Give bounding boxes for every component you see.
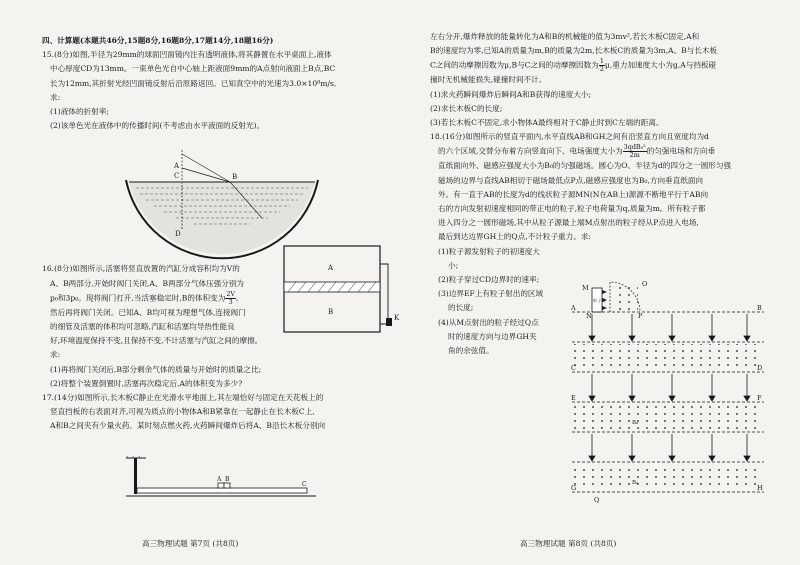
fig18-label-h: H bbox=[757, 484, 763, 492]
fig16-label-b: B bbox=[328, 308, 334, 316]
fig16-label-k: K bbox=[394, 314, 400, 322]
fig15-label-d: D bbox=[175, 230, 181, 238]
fig18-label-b: B bbox=[757, 304, 762, 312]
fig18-label-f: F bbox=[757, 394, 762, 402]
fig18-label-q: Q bbox=[594, 496, 600, 504]
fig17-label-c: C bbox=[302, 481, 307, 488]
figure-17-plank bbox=[126, 456, 316, 504]
fig18-label-g: G bbox=[571, 484, 577, 492]
fig18-label-d: D bbox=[757, 364, 763, 372]
problem-18: 18.(16分)如图所示的竖直平面内,水平直线AB和GH之间有沿竖直方向且宽度均为d 的六个区域,交替分布着方向竖直向下、电场强度大小为 $\frac{\text{3qdB₀²}}{2m}$ 的匀强电场和方向垂 直纸面向外、磁感应强度大小为B₀的匀强磁场。圆心为O、半径为d的四分之一圆形匀强 磁场的边界与直线AB相切于磁场最低点P点,磁感应强度也为B₀,方向垂直纸面向 外。有一直于AB的长度为d的线状粒子源MN(N在AB上)源源不断地平行于AB向 右的方向发射初速度相同的带正电的粒子,粒子电荷量为q,质量为m。所有粒子都 进入四分之一圆形磁场,其中从粒子源最上端M点射出的粒子经从P点进入电场, 最后到达边界GH上的Q点,不计粒子重力。求: (1)粒子源发射粒子的初速度大 小; (2)粒子穿过CD边界时的速率; (3)边界EF上有粒子射出的区域 的长度; (4)从M点射出的粒子经过Q点 时的速度方向与边界GH夹 角的余弦值。 bbox=[430, 132, 732, 356]
fig18-label-p: P bbox=[638, 312, 643, 320]
fig18-label-a: A bbox=[571, 304, 576, 312]
fig18-label-c: C bbox=[571, 364, 576, 372]
figure-18-fields bbox=[572, 278, 764, 504]
fig16-label-a: A bbox=[328, 264, 334, 272]
page-7-footer: 高三物理试题 第7页 (共8页) bbox=[142, 538, 239, 548]
figure-15-concave-mirror bbox=[122, 150, 322, 238]
page-8-footer: 高三物理试题 第8页 (共8页) bbox=[520, 538, 617, 548]
fig17-label-a: A bbox=[217, 476, 222, 483]
fig15-label-a: A bbox=[174, 162, 180, 170]
page-7 bbox=[42, 0, 402, 565]
fig18-label-source: 粒子源 bbox=[593, 298, 606, 303]
problem-15: 15.(8分)如图,半径为29mm的球面凹面镜内注有透明液体,将其静置在水平桌面上,液体 中心厚度CD为13mm。一束单色光自中心轴上距液面9mm的A点射向液面上B点,BC 长为12mm,其折射光经凹面镜反射后沿原路返回。已知真空中的光速为3.0×10⁸m/s, 求: (1)液体的折射率; (2)该单色光在液体中的传播时间(不考虑由水平液面的反射光)。 bbox=[42, 50, 337, 131]
fig18-label-e: E bbox=[571, 394, 576, 402]
problem-16: 16.(8分)如图所示,活塞将竖直放置的汽缸分成容积均为V的 A、B两部分,开始时阀门关闭,A、B两部分气体压强分别为 p₀和3p₀。现将阀门打开,当活塞稳定时,B的体积变为 $\frac{2V}{3}$ , 然后再将阀门关闭。已知A、B均可视为理想气体,连接阀门 的细管及活塞的体积均可忽略,汽缸和活塞均导热性能良 好,环境温度保持不变,且保持不变,不计活塞与汽缸之间的摩擦。 求: (1)再将阀门关闭后,B部分剩余气体的质量与开始时的质量之比; (2)将整个装置倒置时,活塞再次稳定后,A的体积变为多少? bbox=[42, 264, 263, 388]
fig15-label-b: B bbox=[232, 173, 238, 181]
figure-16-cylinder bbox=[282, 244, 402, 336]
problem-17-continued: 左右分开,爆炸释放的能量转化为A和B的机械能的值为3mv²,若长木板C固定,A和 B的速度均为零,已知A的质量为m,B的质量为2m,长木板C的质量为3m,A、B与长木板 C之间的动摩擦因数为μ,B与C之间的动摩擦因数为 $\frac{1}{2}$ μ,重力加速度大小为g,A与挡板碰 撞时无机械能损失,碰撞时间不计。 (1)求火药瞬间爆炸后瞬间A和B获得的速度大小; (2)求长木板C的长度; (3)若长木板C不固定,求小物体A最终相对于C静止时到C左端的距离。 bbox=[430, 32, 718, 128]
page-8 bbox=[430, 0, 770, 565]
fig18-label-b0-1: B₀ bbox=[632, 420, 639, 426]
fig18-label-m: M bbox=[582, 284, 589, 292]
fig15-label-c: C bbox=[174, 172, 180, 180]
fig18-label-n: N bbox=[586, 312, 592, 320]
fig18-label-o: O bbox=[642, 280, 648, 288]
problem-17: 17.(14分)如图所示,长木板C静止在光滑水平地面上,其左端恰好与固定在天花板上的 竖直挡板的右表面对齐,可视为质点的小物体A和B紧靠在一起静止在长木板C上, A和B之间夹有少量火药。某时刻点燃火药,火药瞬间爆炸后将A、B沿长木板分别向 bbox=[42, 393, 326, 431]
fig17-label-b: B bbox=[225, 476, 230, 483]
fig18-label-b0-2: B₀ bbox=[632, 480, 639, 486]
section-title: 四、计算题(本题共46分,15题8分,16题8分,17题14分,18题16分) bbox=[42, 36, 274, 45]
